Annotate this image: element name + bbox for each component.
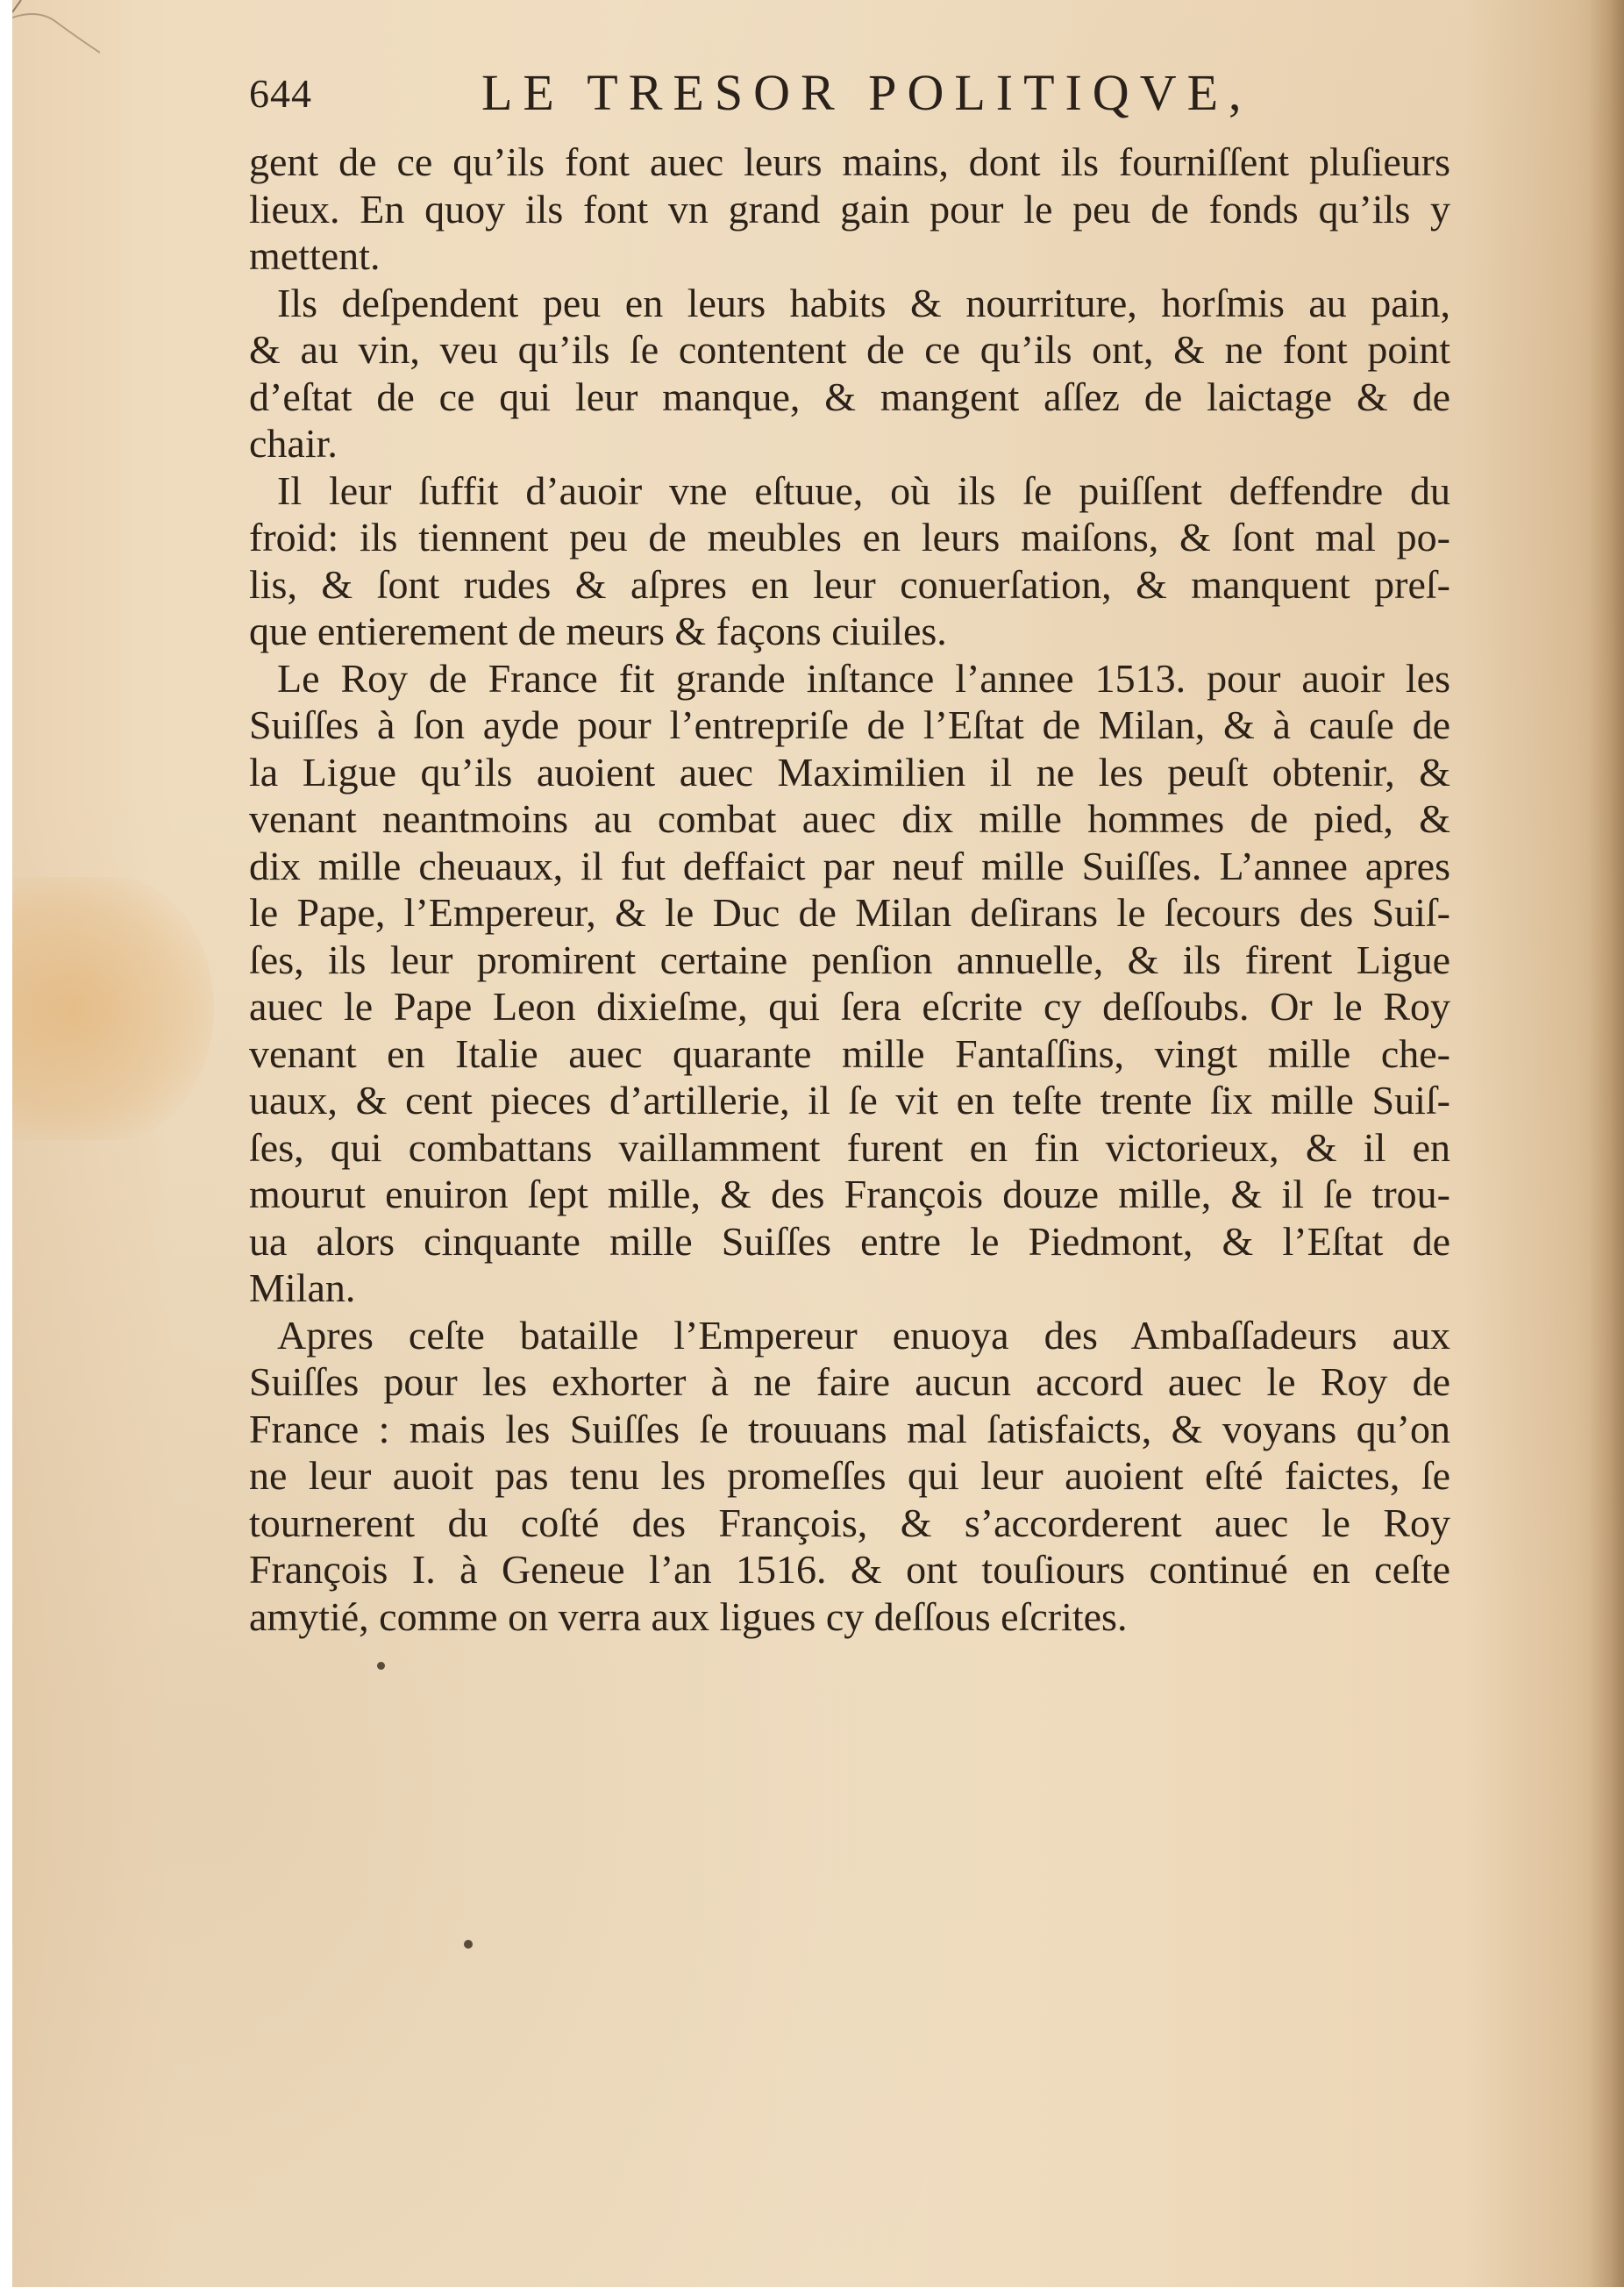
text-line: Il leur ſuffit d’auoir vne eſtuue, où ils ſe puiſſent deffendre du [277,467,1450,513]
text-line: Ils deſpendent peu en leurs habits & nourriture, horſmis au pain, [277,280,1450,325]
running-title: LE TRESOR POLITIQVE, [481,64,1252,121]
text-line: le Pape, l’Empereur, & le Duc de Milan deſirans le ſecours des Suiſ- [249,890,1450,935]
text-line: France : mais les Suiſſes ſe trouuans mal ſatisfaicts, & voyans qu’on [249,1406,1450,1451]
body-text [249,139,1450,1640]
text-line: ſes, ils leur promirent certaine penſion annuelle, & ils firent Ligue [249,937,1450,982]
page-number: 644 [249,71,312,116]
text-line: Apres ceſte bataille l’Empereur enuoya des Ambaſſadeurs aux [277,1312,1450,1358]
text-line: uaux, & cent pieces d’artillerie, il ſe vit en teſte trente ſix mille Suiſ- [249,1078,1450,1123]
text-line: que entierement de meurs & façons ciuiles. [249,609,947,653]
page-header [249,63,1433,133]
text-line: lis, & ſont rudes & aſpres en leur conuerſation, & manquent preſ- [249,561,1450,607]
text-line: auec le Pape Leon dixieſme, qui ſera eſcrite cy deſſoubs. Or le Roy [249,984,1450,1029]
book-page [12,0,1624,2287]
text-line: Milan. [249,1265,356,1310]
text-line: gent de ce qu’ils font auec leurs mains, dont ils fourniſſent pluſieurs [249,139,1450,184]
text-line: Le Roy de France fit grande inſtance l’annee 1513. pour auoir les [277,655,1450,701]
text-line: venant neantmoins au combat auec dix mille hommes de pied, & [249,796,1450,841]
text-line: mourut enuiron ſept mille, & des François douze mille, & il ſe trou- [249,1172,1450,1216]
text-line: amytié, comme on verra aux ligues cy deſſous eſcrites. [249,1593,1128,1639]
text-line: ſes, qui combattans vaillamment furent en fin victorieux, & il en [249,1124,1450,1170]
text-line: chair. [249,421,338,466]
text-line: d’eſtat de ce qui leur manque, & mangent aſſez de laictage & de [249,374,1450,419]
text-line: Suiſſes pour les exhorter à ne faire aucun accord auec le Roy de [249,1359,1450,1404]
page-edge-shadow [1589,0,1624,2287]
water-stain [12,877,214,1140]
text-line: mettent. [249,233,381,278]
text-line: ua alors cinquante mille Suiſſes entre le Piedmont, & l’Eſtat de [249,1218,1450,1264]
text-line: & au vin, veu qu’ils ſe contentent de ce qu’ils ont, & ne font point [249,327,1450,372]
ink-speck [464,1940,473,1949]
corner-fold-mark [12,0,100,66]
text-line: dix mille cheuaux, il fut deffaict par neuf mille Suiſſes. L’annee apres [249,843,1450,888]
text-line: ne leur auoit pas tenu les promeſſes qui leur auoient eſté faictes, ſe [249,1453,1450,1498]
text-line: tournerent du coſté des François, & s’accorderent auec le Roy [249,1500,1450,1545]
text-line: la Ligue qu’ils auoient auec Maximilien il ne les peuſt obtenir, & [249,749,1450,795]
text-line: François I. à Geneue l’an 1516. & ont touſiours continué en ceſte [249,1547,1450,1592]
text-line: froid: ils tiennent peu de meubles en leurs maiſons, & ſont mal po- [249,515,1450,559]
text-line: venant en Italie auec quarante mille Fantaſſins, vingt mille che- [249,1030,1450,1076]
text-line: Suiſſes à ſon ayde pour l’entrepriſe de l’Eſtat de Milan, & à cauſe de [249,702,1450,747]
text-line: lieux. En quoy ils font vn grand gain pour le peu de fonds qu’ils y [249,186,1450,232]
ink-speck [377,1662,385,1670]
